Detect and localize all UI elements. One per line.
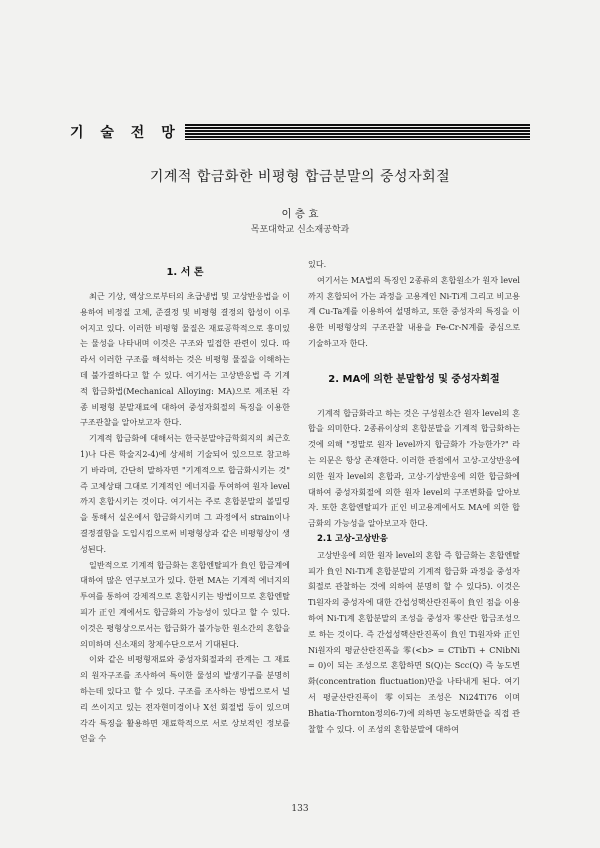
paragraph: 기계적 합금화에 대해서는 한국분말야금학회지의 최근호1)나 다른 학술지2-4)에 상세히 기술되어 있으므로 참고하기 바라며, 간단히 말하자면 "기계적으로 합금화시키는 것" 즉 고체상태 그대로 기계적인 에너지를 투여하여 원자 level까지 혼합시키는 것이다. 여기서는 주로 혼합분말의 볼밀링을 통해서 실온에서 합금화시키며 그 과정에서 strain이나 결정결함을 도입시킴으로써 비평형상과 같은 비평형상이 생성된다.	[80, 433, 290, 554]
page-number: 133	[291, 804, 309, 814]
article-title: 기계적 합금화한 비평형 합금분말의 중성자회절	[149, 169, 451, 185]
paragraph: 최근 기상, 액상으로부터의 초급냉법 및 고상반응법을 이용하여 비정질 고체, 준결정 및 비평형 결정의 합성이 이루어지고 있다. 이러한 비평형 물질은 재료공학적으로 흥미있는 물성을 나타내며 이것은 구조와 밀접한 관련이 있다. 따라서 이러한 구조를 해석하는 것은 비평형 물질을 이해하는데 불가결하다고 할 수 있다. 여기서는 고상반응법 즉 기계적 합금화법(Mechanical Alloying: MA)으로 제조된 각종 비평형 분말재료에 대하여 중성자회절의 특징을 이용한 구조관찰을 알아보고자 한다.	[80, 291, 290, 428]
subsection-heading-solid-solid: 2.1 고상-고상반응	[317, 533, 388, 544]
paragraph: 있다.	[308, 259, 327, 269]
section-heading-introduction: 1. 서 론	[166, 267, 204, 278]
paragraph: 고상반응에 의한 원자 level의 혼합 즉 합금화는 혼합엔탈피가 負인 Ni-Ti계 혼합분말의 기계적 합금화 과정을 중성자 회절로 관찰하는 것에 의하여 분명히 할 수 있다5). 이것은 Ti원자의 중성자에 대한 간섭성핵산란진폭이 負인 점을 이용하여 Ni-Ti계 혼합분말의 조성을 중성자 零산란 합금조성으로 하는 것이다. 즉 간섭성핵산란진폭이 負인 Ti원자와 正인 Ni원자의 평균산란진폭을 零(<b> = CTibTi + CNibNi = 0)이 되는 조성으로 혼합하면 S(Q)는 Scc(Q) 즉 농도변화(concentration fluctuation)만을 나타내게 된다. 여기서 평균산란진폭이 零이되는 조성은 Ni24Ti76 이며 Bhatia-Thornton정의6-7)에 의하면 농도변화만을 직접 관찰할 수 있다. 이 조성의 혼합분말에 대하여	[308, 549, 520, 734]
article-author: 이 층 효	[281, 208, 319, 220]
section-heading-ma-synthesis: 2. MA에 의한 분말합성 및 중성자회절	[328, 373, 500, 385]
section-banner	[70, 121, 530, 143]
author-affiliation: 목포대학교 신소재공학과	[250, 225, 350, 235]
paragraph: 일반적으로 기계적 합금화는 혼합엔탈피가 負인 합금계에 대하여 많은 연구보고가 있다. 한편 MA는 기계적 에너지의 투여를 통하여 강제적으로 혼합시키는 방법이므로 혼합엔탈피가 正인 계에서도 합금화의 가능성이 있다고 할 수 있다. 이것은 평형상으로서는 합금화가 불가능한 원소간의 혼합을 의미하며 신소재의 창제수단으로서 기대된다.	[80, 559, 290, 649]
paragraph: 여기서는 MA법의 특징인 2종류의 혼합원소가 원자 level까지 혼합되어 가는 과정을 고용계인 Ni-Ti계 그리고 비고용계 Cu-Ta계를 이용하여 설명하고, 또한 중성자의 특징을 이용한 비평형상의 구조관찰 내용을 Fe-Cr-N계를 중심으로 기술하고자 한다.	[308, 274, 520, 348]
banner-stripes	[185, 124, 530, 140]
paragraph: 기계적 합금화라고 하는 것은 구성원소간 원자 level의 혼합을 의미한다. 2종류이상의 혼합분말을 기계적 합금화하는 것에 의해 "정말로 원자 level까지 합금화가 가능한가?" 라는 의문은 항상 존재한다. 이러한 관점에서 고상-고상반응에 의한 원자 level의 혼합과, 고상-기상반응에 의한 합금화에 대하여 중성자회절에 의한 원자 level의 구조변화를 알아보자. 또한 혼합엔탈피가 正인 비고용계에서도 MA에 의한 합금화의 가능성을 알아보고자 한다.	[308, 407, 520, 529]
banner-label: 기 술 전 망	[70, 125, 181, 141]
paragraph: 이와 같은 비평형재료와 중성자회절과의 관계는 그 재료의 원자구조를 조사하여 특이한 물성의 발생기구를 분명히 하는데 있다고 할 수 있다. 구조를 조사하는 방법으로서 널리 쓰이지고 있는 전자현미경이나 X선 회절법 등이 있으며 각각 특징을 활용하면 재료학적으로 서로 상보적인 정보를 얻을 수	[80, 654, 290, 744]
left-column	[80, 289, 290, 747]
right-column	[308, 257, 520, 737]
